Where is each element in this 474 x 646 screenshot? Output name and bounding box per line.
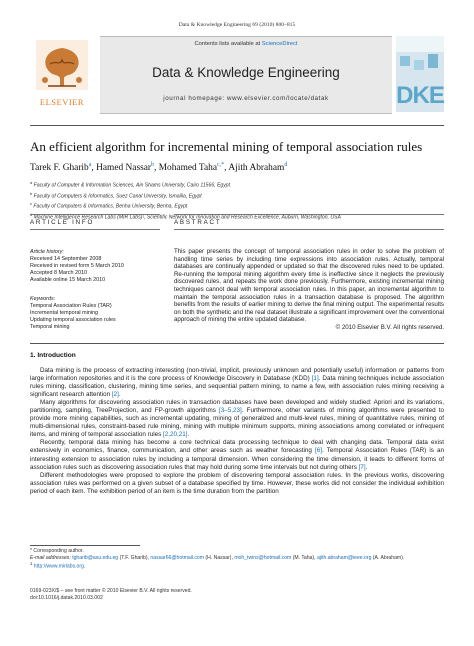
footnote-rule	[30, 545, 140, 546]
article-info-rule-top	[30, 214, 160, 215]
email-link[interactable]: nassar66@hotmail.com	[150, 554, 205, 561]
cover-band	[396, 36, 444, 52]
paragraph: Data mining is the process of extracting interesting (non-trivial, implicit, previously unknown and potentially useful) information or patterns from large information repositories and it is the core process of Knowledge Discovery in Database (KDD) [1]. Data mining techniques include association rules mining, classification, clustering, mining time series, and sequential pattern mining, to name a few, with association rules mining receiving a significant research attention [2].	[30, 367, 444, 399]
article-info-heading: ARTICLE INFO	[30, 219, 95, 226]
citation-link[interactable]: [1]	[311, 375, 319, 383]
author-sup[interactable]: d	[284, 162, 288, 168]
elsevier-logo	[30, 36, 94, 112]
abstract-heading: ABSTRACT	[174, 219, 222, 226]
citation-link[interactable]: [2]	[111, 391, 119, 399]
doi-link[interactable]: doi:10.1016/j.datak.2010.03.002	[30, 594, 103, 601]
history-label: Article history:	[30, 249, 64, 255]
footnote-1: $^1$ http://www.mirlabs.org.	[30, 561, 86, 571]
copyright-line: © 2010 Elsevier B.V. All rights reserved.	[335, 323, 444, 331]
keyword: Temporal mining	[30, 324, 70, 330]
citation-link[interactable]: [6]	[315, 447, 323, 455]
author-name: Mohamed Taha	[158, 163, 217, 174]
author-list: Tarek F. Gharib$^a$, Hamed Nassar$^b$, Mohamed Taha$^{c,*}$, Ajith Abraham$^d$	[30, 162, 288, 174]
affiliations	[30, 179, 444, 222]
history-item: Available online 15 March 2010	[30, 277, 106, 283]
author-sup[interactable]: b	[151, 162, 155, 168]
citation-link[interactable]: [7]	[358, 463, 366, 471]
elsevier-wordmark: ELSEVIER	[39, 97, 85, 107]
email-addresses: E-mail addresses: tgharib@asu.edu.eg (T.F. Gharib), nassar66@hotmail.com (H. Nassar), moh_twins@hotmail.com (M. Taha), ajith.abraham@ieee.org (A. Abraham).	[30, 554, 405, 561]
elsevier-tree-icon	[36, 40, 88, 90]
abstract-text: This paper presents the concept of temporal association rules in order to solve the problem of handling time series by including time expressions into association rules. Actually, temporal databases are continually appended or updated so that the discovered rules need to be updated. Re-running the temporal mining algorithm every time is ineffective since it neglects the previously discovered rules, and repeats the work done previously. Furthermore, existing incremental mining techniques cannot deal with temporal association rules. In this paper, an incremental algorithm to maintain the temporal association rules in a transaction database is proposed. The algorithm benefits from the results of earlier mining to derive the final mining output. The experimental results on both the synthetic and the real dataset illustrate a significant improvement over the conventional approach of mining the entire updated database.	[174, 248, 444, 324]
abstract-rule-top	[174, 214, 444, 215]
email-link[interactable]: tgharib@asu.edu.eg	[72, 554, 119, 561]
author-name: Ajith Abraham	[228, 163, 285, 174]
article-title: An efficient algorithm for incremental mining of temporal association rules	[30, 139, 423, 154]
author-sup[interactable]: a	[88, 162, 92, 168]
keyword: Temporal Association Rules (TAR)	[30, 303, 112, 309]
running-head: Data & Knowledge Engineering 69 (2010) 800–815	[178, 22, 296, 28]
citation-link[interactable]: [3–5,23]	[219, 407, 242, 415]
affiliation: $^a$ Faculty of Computer & Information Sciences, Ain Shams University, Cairo 11566, Egypt	[30, 180, 231, 189]
paragraph: Different methodologies were proposed to explore the problem of discovering temporal association rules. In the previous works, discovering association rules was performed on a given subset of a database specified by time. However, these works did not consider the individual exhibition period of each item. The exhibition period of an item is the time duration from the partition	[30, 471, 444, 495]
journal-cover-thumbnail	[396, 36, 444, 112]
author-name: Hamed Nassar	[96, 163, 152, 174]
citation-link[interactable]: [2,20,21]	[163, 431, 188, 439]
contents-line	[100, 41, 392, 47]
history-item: Received 14 September 2008	[30, 256, 102, 262]
author-sup[interactable]: c,*	[217, 162, 225, 168]
masthead-rule	[30, 125, 444, 126]
history-item: Received in revised form 5 March 2010	[30, 263, 124, 269]
contents-prefix: Contents lists available at	[194, 41, 262, 47]
section-heading-introduction: 1. Introduction	[30, 352, 76, 359]
keyword: Incremental temporal mining	[30, 310, 99, 316]
journal-masthead	[30, 34, 444, 114]
affiliation: $^d$ Machine Intelligence Research Labs (MIR Labs)¹, Scientific Network for Innovation and Research Excellence, Auburn, Washington, USA	[30, 212, 341, 221]
front-matter-rule	[30, 343, 444, 344]
mirlabs-link[interactable]: http://www.mirlabs.org.	[33, 564, 86, 571]
abstract-body	[174, 248, 444, 332]
introduction-body	[30, 367, 444, 496]
abstract-rule	[174, 229, 444, 230]
paragraph: Many algorithms for discovering association rules in transaction databases have been developed and widely studied: Apriori and its variations, partitioning, sampling, TreeProjection, and FP-growth algorithms [3–5,23]. Furthermore, other variants of mining algorithms were presented to provide more mining capabilities, such as incremental updating, mining of generalized and multi-level rules, mining of quantitative rules, mining of multi-dimensional rules, constraint-based rule mining, mining with multiple minimum supports, mining associations among correlated or infrequent items, and mining of temporal association rules [2,20,21].	[30, 399, 444, 439]
corresponding-author-note: * Corresponding author.	[30, 548, 84, 554]
issn-line: 0169-023X/$ – see front matter © 2010 Elsevier B.V. All rights reserved.	[30, 588, 192, 594]
footnotes	[30, 548, 444, 571]
email-link[interactable]: moh_twins@hotmail.com	[234, 554, 292, 561]
email-link[interactable]: ajith.abraham@ieee.org	[316, 554, 372, 561]
journal-title: Data & Knowledge Engineering	[152, 65, 340, 80]
keyword: Updating temporal association rules	[30, 317, 116, 323]
affiliation: $^c$ Faculty of Computers & Informatics, Benha University, Benha, Egypt	[30, 201, 188, 211]
sciencedirect-link[interactable]: ScienceDirect	[261, 41, 298, 47]
cover-graphic-icon	[396, 52, 444, 82]
journal-homepage[interactable]: journal homepage: www.elsevier.com/locate/datak	[163, 95, 329, 102]
article-info-rule	[30, 229, 160, 230]
paragraph: Recently, temporal data mining has become a core technical data processing technique to deal with changing data. Temporal data exist extensively in economics, finance, communication, and other areas such as weather forecasting [6]. Temporal Association Rules (TAR) is an interesting extension to association rules by including a temporal dimension. When considering the time dimension, it leads to different forms of association rules such as discovering association rules that may hold during some time intervals but not during others [7].	[30, 439, 445, 471]
keywords-label: Keywords:	[30, 296, 56, 302]
affiliation: $^b$ Faculty of Computers & Informatics, Suez Canal University, Ismailia, Egypt	[30, 190, 202, 200]
author-name: Tarek F. Gharib	[30, 163, 89, 174]
history-item: Accepted 8 March 2010	[30, 270, 87, 276]
cover-letters: DKE	[396, 82, 444, 109]
front-matter-footer	[30, 588, 330, 601]
journal-banner	[100, 36, 392, 114]
